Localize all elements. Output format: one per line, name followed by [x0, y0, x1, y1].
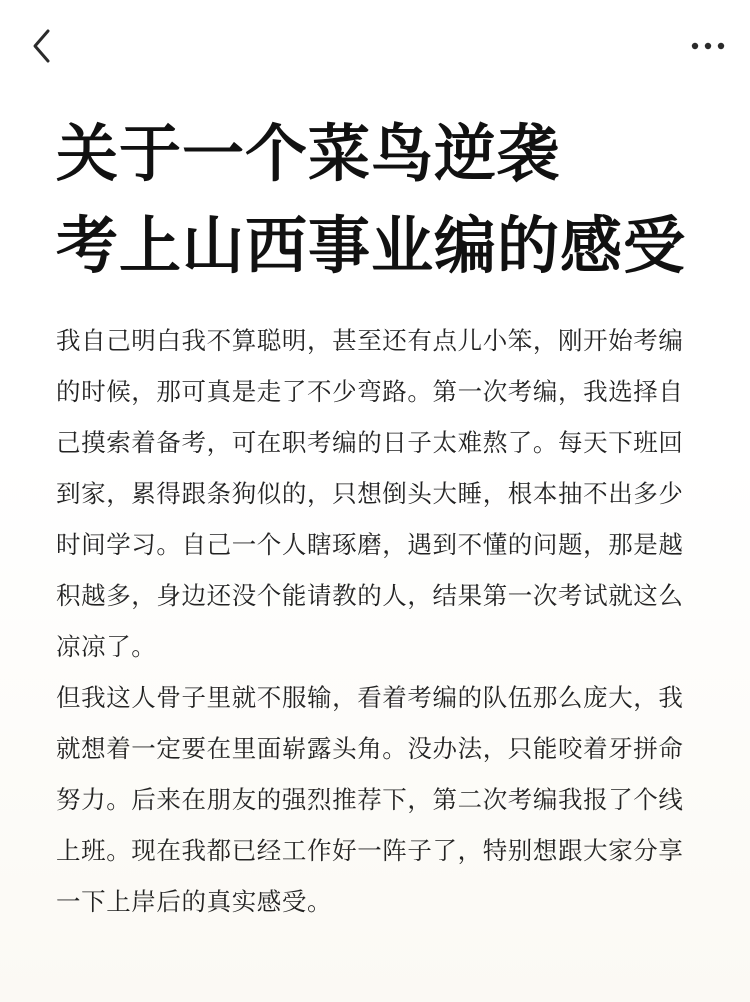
body-line: 上班。现在我都已经工作好一阵子了，特别想跟大家分享 — [56, 836, 684, 865]
body-line: 凉凉了。 — [56, 632, 157, 661]
post-title — [56, 108, 716, 292]
body-line: 己摸索着备考，可在职考编的日子太难熬了。每天下班回 — [56, 428, 684, 457]
body-paragraph — [56, 315, 706, 672]
more-horizontal-icon — [690, 41, 726, 51]
body-paragraph — [56, 672, 706, 927]
body-line: 但我这人骨子里就不服输，看着考编的队伍那么庞大，我 — [56, 683, 684, 712]
body-line: 我自己明白我不算聪明，甚至还有点儿小笨，刚开始考编 — [56, 326, 684, 355]
chevron-left-icon — [31, 28, 53, 64]
body-line: 积越多，身边还没个能请教的人，结果第一次考试就这么 — [56, 581, 684, 610]
post-title-line: 关于一个菜鸟逆袭 — [56, 117, 561, 190]
post-body — [56, 315, 706, 927]
back-button[interactable] — [22, 24, 62, 68]
top-nav-bar — [0, 0, 750, 96]
body-line: 时间学习。自己一个人瞎琢磨，遇到不懂的问题，那是越 — [56, 530, 684, 559]
body-line: 的时候，那可真是走了不少弯路。第一次考编，我选择自 — [56, 377, 684, 406]
body-line: 就想着一定要在里面崭露头角。没办法，只能咬着牙拼命 — [56, 734, 684, 763]
body-line: 努力。后来在朋友的强烈推荐下，第二次考编我报了个线 — [56, 785, 684, 814]
body-line: 一下上岸后的真实感受。 — [56, 887, 333, 916]
post-title-line: 考上山西事业编的感受 — [56, 209, 687, 282]
body-line: 到家，累得跟条狗似的，只想倒头大睡，根本抽不出多少 — [56, 479, 684, 508]
more-options-button[interactable] — [684, 28, 732, 64]
